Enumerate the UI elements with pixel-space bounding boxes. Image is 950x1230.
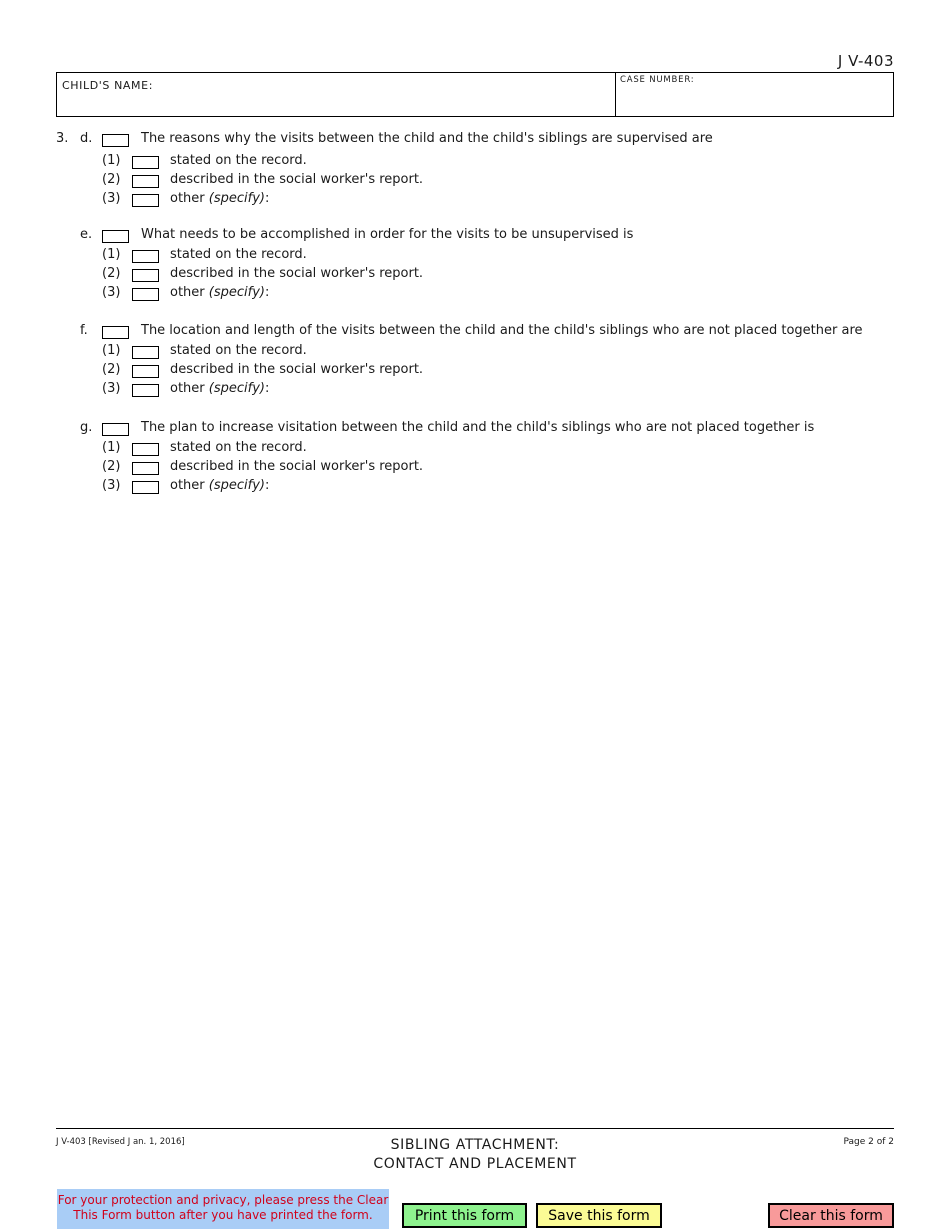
footer-title-line1: SIBLING ATTACHMENT:	[390, 1137, 560, 1153]
section-letter: g.	[80, 420, 93, 435]
option-text: described in the social worker's report.	[170, 362, 424, 377]
section-letter: e.	[80, 227, 93, 242]
option-text: other	[170, 285, 205, 300]
option-text: stated on the record.	[170, 440, 307, 455]
case-number-label: CASE NUMBER:	[620, 75, 695, 85]
option-text: described in the social worker's report.	[170, 266, 424, 281]
option-other	[170, 381, 269, 396]
form-number: J V-403	[837, 52, 894, 70]
option-text: stated on the record.	[170, 247, 307, 262]
option-checkbox[interactable]	[132, 250, 159, 263]
section-text: The reasons why the visits between the child and the child's siblings are supervised are	[141, 131, 713, 146]
colon: :	[264, 285, 270, 300]
section-letter: f.	[80, 323, 88, 338]
section-f-checkbox[interactable]	[102, 326, 129, 339]
option-checkbox[interactable]	[132, 443, 159, 456]
section-text: What needs to be accomplished in order for the visits to be unsupervised is	[141, 227, 634, 242]
option-checkbox[interactable]	[132, 384, 159, 397]
option-other	[170, 478, 269, 493]
section-text: The location and length of the visits between the child and the child's siblings who are not placed together are	[141, 323, 863, 338]
section-e-checkbox[interactable]	[102, 230, 129, 243]
option-checkbox[interactable]	[132, 462, 159, 475]
option-checkbox[interactable]	[132, 194, 159, 207]
clear-form-button[interactable]: Clear this form	[768, 1203, 894, 1228]
option-checkbox[interactable]	[132, 365, 159, 378]
option-other	[170, 191, 269, 206]
option-number: (2)	[102, 172, 121, 187]
option-number: (1)	[102, 440, 121, 455]
specify-label: (specify)	[208, 478, 265, 493]
option-number: (1)	[102, 153, 121, 168]
option-text: other	[170, 191, 205, 206]
specify-label: (specify)	[208, 285, 265, 300]
section-letter: d.	[80, 131, 93, 146]
option-number: (2)	[102, 362, 121, 377]
option-number: (2)	[102, 266, 121, 281]
option-text: stated on the record.	[170, 343, 307, 358]
option-checkbox[interactable]	[132, 269, 159, 282]
option-number: (3)	[102, 381, 121, 396]
option-number: (2)	[102, 459, 121, 474]
option-number: (3)	[102, 285, 121, 300]
specify-label: (specify)	[208, 381, 265, 396]
option-text: other	[170, 381, 205, 396]
colon: :	[264, 191, 270, 206]
option-text: other	[170, 478, 205, 493]
option-number: (3)	[102, 191, 121, 206]
option-checkbox[interactable]	[132, 156, 159, 169]
colon: :	[264, 381, 270, 396]
print-form-button[interactable]: Print this form	[402, 1203, 527, 1228]
section-text: The plan to increase visitation between the child and the child's siblings who are not placed together is	[141, 420, 815, 435]
option-checkbox[interactable]	[132, 175, 159, 188]
section-g-checkbox[interactable]	[102, 423, 129, 436]
page-number: Page 2 of 2	[843, 1137, 894, 1147]
option-number: (1)	[102, 343, 121, 358]
childs-name-label: CHILD'S NAME:	[62, 79, 153, 92]
option-checkbox[interactable]	[132, 346, 159, 359]
option-text: stated on the record.	[170, 153, 307, 168]
caption-divider	[615, 73, 616, 116]
revision-date: J V-403 [Revised J an. 1, 2016]	[56, 1137, 185, 1147]
option-text: described in the social worker's report.	[170, 459, 424, 474]
section-d-checkbox[interactable]	[102, 134, 129, 147]
option-number: (3)	[102, 478, 121, 493]
option-checkbox[interactable]	[132, 288, 159, 301]
save-form-button[interactable]: Save this form	[536, 1203, 662, 1228]
footer-rule	[56, 1128, 894, 1129]
colon: :	[264, 478, 270, 493]
option-number: (1)	[102, 247, 121, 262]
option-other	[170, 285, 269, 300]
footer-title-line2: CONTACT AND PLACEMENT	[373, 1156, 577, 1172]
privacy-notice: For your protection and privacy, please press the Clear This Form button after you have printed the form.	[57, 1189, 389, 1229]
option-text: described in the social worker's report.	[170, 172, 424, 187]
caption-box	[56, 72, 894, 117]
item-number: 3.	[56, 131, 69, 146]
specify-label: (specify)	[208, 191, 265, 206]
option-checkbox[interactable]	[132, 481, 159, 494]
